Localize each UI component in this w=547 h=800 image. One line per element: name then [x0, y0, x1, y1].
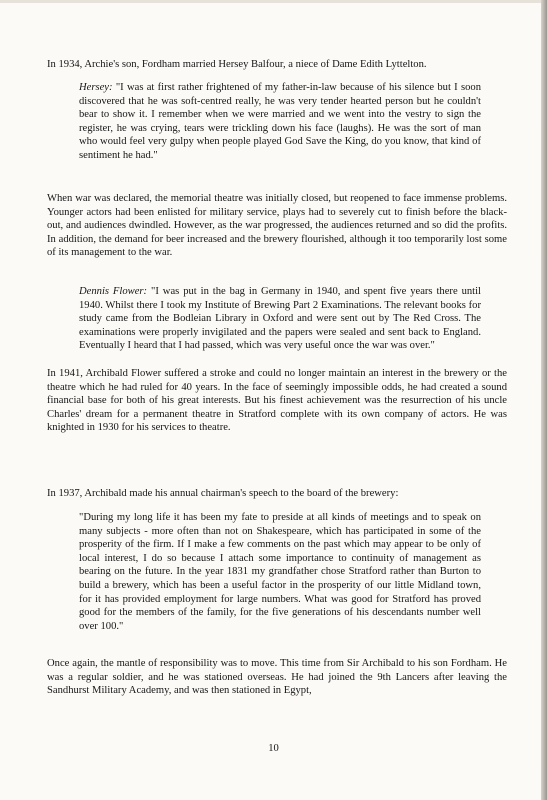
paragraph-marriage: In 1934, Archie's son, Fordham married Hersey Balfour, a niece of Dame Edith Lyttelton. — [47, 59, 427, 70]
paragraph-war: When war was declared, the memorial theatre was initially closed, but reopened to face immense problems. Younger actors had been enlisted for military service, plays had to severely cut to finish before the black-out, and audiences dwindled. However, as the war progressed, the audiences returned and so did the profits. In addition, the demand for beer increased and the brewery flourished, although it too temporarily lost some of its management to the war. — [47, 193, 507, 259]
quote-hersey — [79, 81, 481, 163]
quote-text-dennis-flower: "I was put in the bag in Germany in 1940, and spent five years there until 1940. Whilst there I took my Institute of Brewing Part 2 Examinations. The relevant books for study came from the Bodleian Library in Oxford and were sent out by The Red Cross. The examinations were properly invigilated and the papers were sealed and sent back to England. Eventually I heard that I had passed, which was very useful once the war was over." — [79, 286, 481, 352]
paragraph-archibald-stroke: In 1941, Archibald Flower suffered a stroke and could no longer maintain an interest in the brewery or the theatre which he had ruled for 40 years. In the face of seemingly impossible odds, he had created a sound financial base for both of his great interests. But his finest achievement was the resurrection of his uncle Charles' dream for a permanent theatre in Stratford complete with its own company of actors. He was knighted in 1930 for his services to theatre. — [47, 368, 507, 434]
page-number: 10 — [268, 743, 279, 754]
quote-dennis-flower — [79, 285, 481, 353]
page-right-edge — [541, 0, 547, 800]
quote-text-hersey: "I was at first rather frightened of my father-in-law because of his silence but I soon discovered that he was soft-centred really, he was very tender hearted person but he couldn't bear to show it. I remember when we were married and we went into the vestry to sign the register, he was crying, tears were trickling down his face (laughs). He was the sort of man who would feel very gulpy when people played God Save the King, do you know, that kind of sentiment he had." — [79, 82, 482, 161]
paragraph-fordham: Once again, the mantle of responsibility was to move. This time from Sir Archibald to his son Fordham. He was a regular soldier, and he was stationed overseas. He had joined the 9th Lancers after leaving the Sandhurst Military Academy, and was then stationed in Egypt, — [47, 658, 507, 697]
quote-speaker-hersey: Hersey: — [79, 82, 113, 93]
paragraph-chairman-speech: In 1937, Archibald made his annual chairman's speech to the board of the brewery: — [47, 488, 399, 499]
quote-speaker-dennis-flower: Dennis Flower: — [79, 286, 148, 297]
page-top-edge — [0, 0, 547, 3]
quote-chairman-speech: "During my long life it has been my fate to preside at all kinds of meetings and to speak on many subjects - more often than not on Shakespeare, which has participated in some of the prosperity of the firm. If I make a few comments on the past which may appear to be only of local interest, I do so because I attach some importance to continuity of management as bearing on the future. In the year 1831 my grandfather chose Stratford rather than Burton to build a brewery, which has been a useful factor in the prosperity of our little Midland town, for it has provided employment for large numbers. What was good for Stratford has proved good for the members of the family, for the five generations of his descendants number well over 100." — [79, 512, 481, 632]
